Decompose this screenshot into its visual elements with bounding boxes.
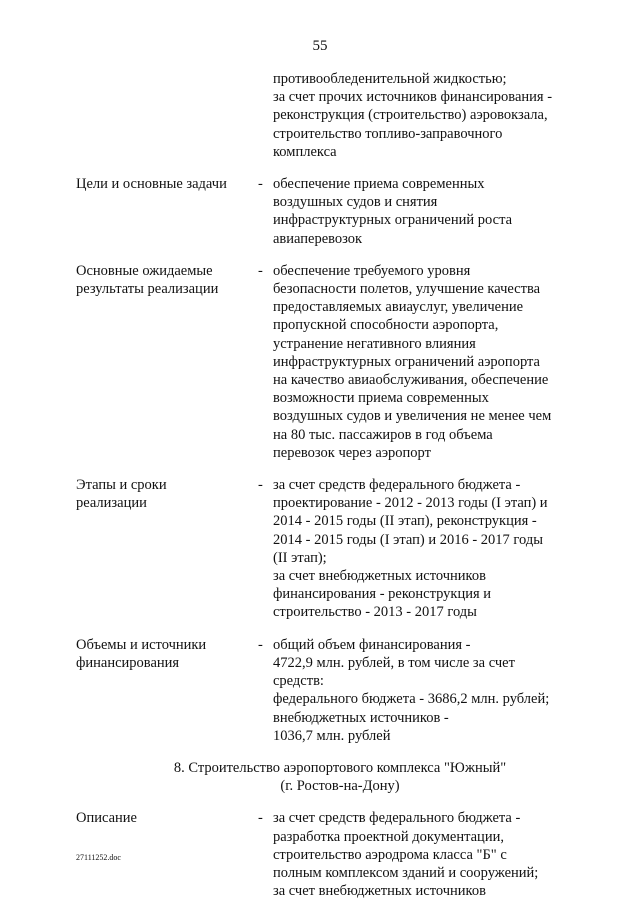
passport-row-continuation (0, 70, 640, 161)
row-value: за счет средств федерального бюджета - проектирование - 2012 - 2013 годы (I этап) и 2014 - 2015 годы (II этап), реконструкция - 2014 - 2015 годы (I этап) и 2016 - 2017 годы (II этап); за счет внебюджетных источников финансирования - реконструкция и строительство - 2013 - 2017 годы (273, 477, 548, 621)
passport-row-results (0, 262, 640, 462)
row-value: противообледенительной жидкостью; за счет прочих источников финансирования - реконструкция (строительство) аэровокзала, строительство топливо-заправочного комплекса (273, 71, 553, 160)
row-dash: - (258, 636, 263, 653)
row-dash: - (258, 810, 263, 827)
row-label: Цели и основные задачи (76, 176, 227, 193)
row-value: общий объем финансирования - 4722,9 млн. рублей, в том числе за счет средств: федерального бюджета - 3686,2 млн. рублей; внебюджетных источников - 1036,7 млн. рублей (273, 636, 550, 744)
section-heading: 8. Строительство аэропортового комплекса "Южный" (г. Ростов-на-Дону) (173, 759, 507, 795)
row-value: обеспечение приема современных воздушных судов и снятия инфраструктурных ограничений роста авиаперевозок (273, 176, 513, 247)
row-dash: - (258, 477, 263, 494)
document-filename: 27111252.doc (76, 853, 121, 862)
row-label: Описание (76, 810, 137, 827)
row-value: обеспечение требуемого уровня безопасности полетов, улучшение качества предоставляемых авиауслуг, увеличение пропускной способности аэропорта, устранение негативного влияния инфраструктурных ограничений аэропорта на качество авиаобслуживания, обеспечение возможности приема современных воздушных судов и увеличения не менее чем на 80 тыс. пассажиров в год объема перевозок через аэропорт (273, 262, 552, 461)
passport-row-goals (0, 175, 640, 248)
row-value: за счет средств федерального бюджета - разработка проектной документации, строительство аэродрома класса "Б" с полным комплексом зданий и сооружений; за счет внебюджетных источников (273, 810, 539, 900)
passport-row-stages (0, 476, 640, 622)
row-label: Этапы и сроки реализации (76, 477, 167, 512)
row-label: Основные ожидаемые результаты реализации (76, 262, 219, 298)
document-body (0, 70, 640, 900)
passport-row-funding (0, 636, 640, 745)
page-number: 55 (312, 38, 328, 54)
row-dash: - (258, 262, 263, 279)
row-dash: - (258, 176, 263, 193)
row-label: Объемы и источники финансирования (76, 636, 207, 671)
